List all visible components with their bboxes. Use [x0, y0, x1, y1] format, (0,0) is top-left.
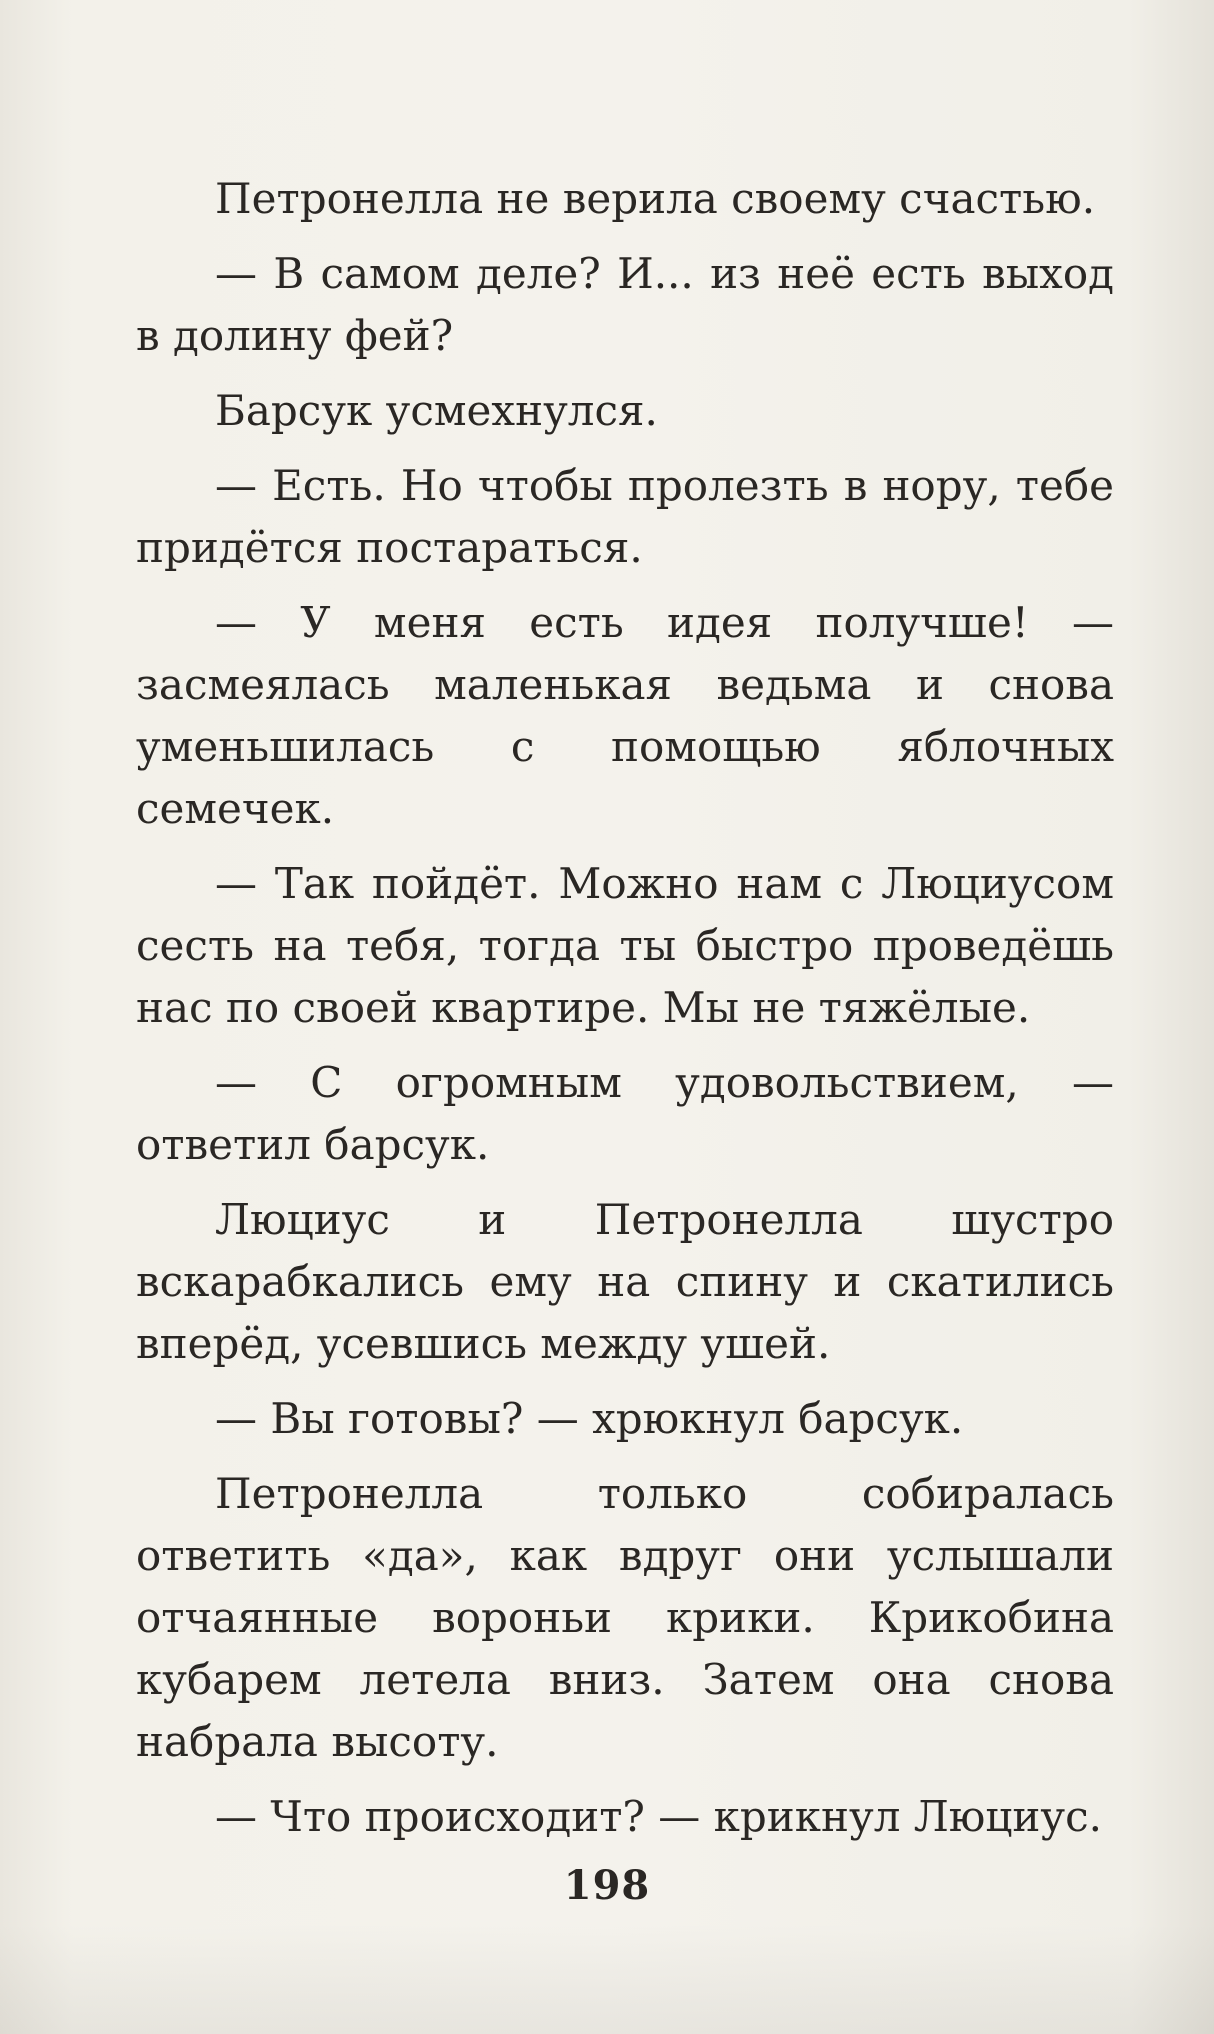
- paragraph-1: Петронелла не верила своему счастью.: [215, 174, 1096, 223]
- page-number: 198: [563, 1862, 651, 1909]
- paragraph-9: — Вы готовы? — хрюкнул барсук.: [215, 1394, 964, 1443]
- paragraph-8: Люциус и Петронелла шустро вскарабкались ему на спину и скатились вперёд, усевшись между ушей.: [136, 1195, 1114, 1368]
- paragraph-4: — Есть. Но чтобы пролезть в нору, тебе придётся постараться.: [136, 461, 1114, 572]
- body-text: [136, 168, 1114, 1861]
- paragraph-3: Барсук усмехнулся.: [215, 386, 658, 435]
- paragraph-2: — В самом деле? И... из неё есть выход в долину фей?: [136, 249, 1114, 360]
- paragraph-6: — Так пойдёт. Можно нам с Люциусом сесть на тебя, тогда ты быстро проведёшь нас по своей квартире. Мы не тяжёлые.: [136, 859, 1114, 1032]
- paragraph-11: — Что происходит? — крикнул Люциус.: [215, 1792, 1102, 1841]
- paragraph-7: — С огромным удовольствием, — ответил барсук.: [136, 1058, 1114, 1169]
- paragraph-10: Петронелла только собиралась ответить «да», как вдруг они услышали отчаянные вороньи крики. Крикобина кубарем летела вниз. Затем она снова набрала высоту.: [136, 1469, 1114, 1766]
- paragraph-5: — У меня есть идея получше! — засмеялась маленькая ведьма и снова уменьшилась с помощью яблочных семечек.: [136, 598, 1114, 833]
